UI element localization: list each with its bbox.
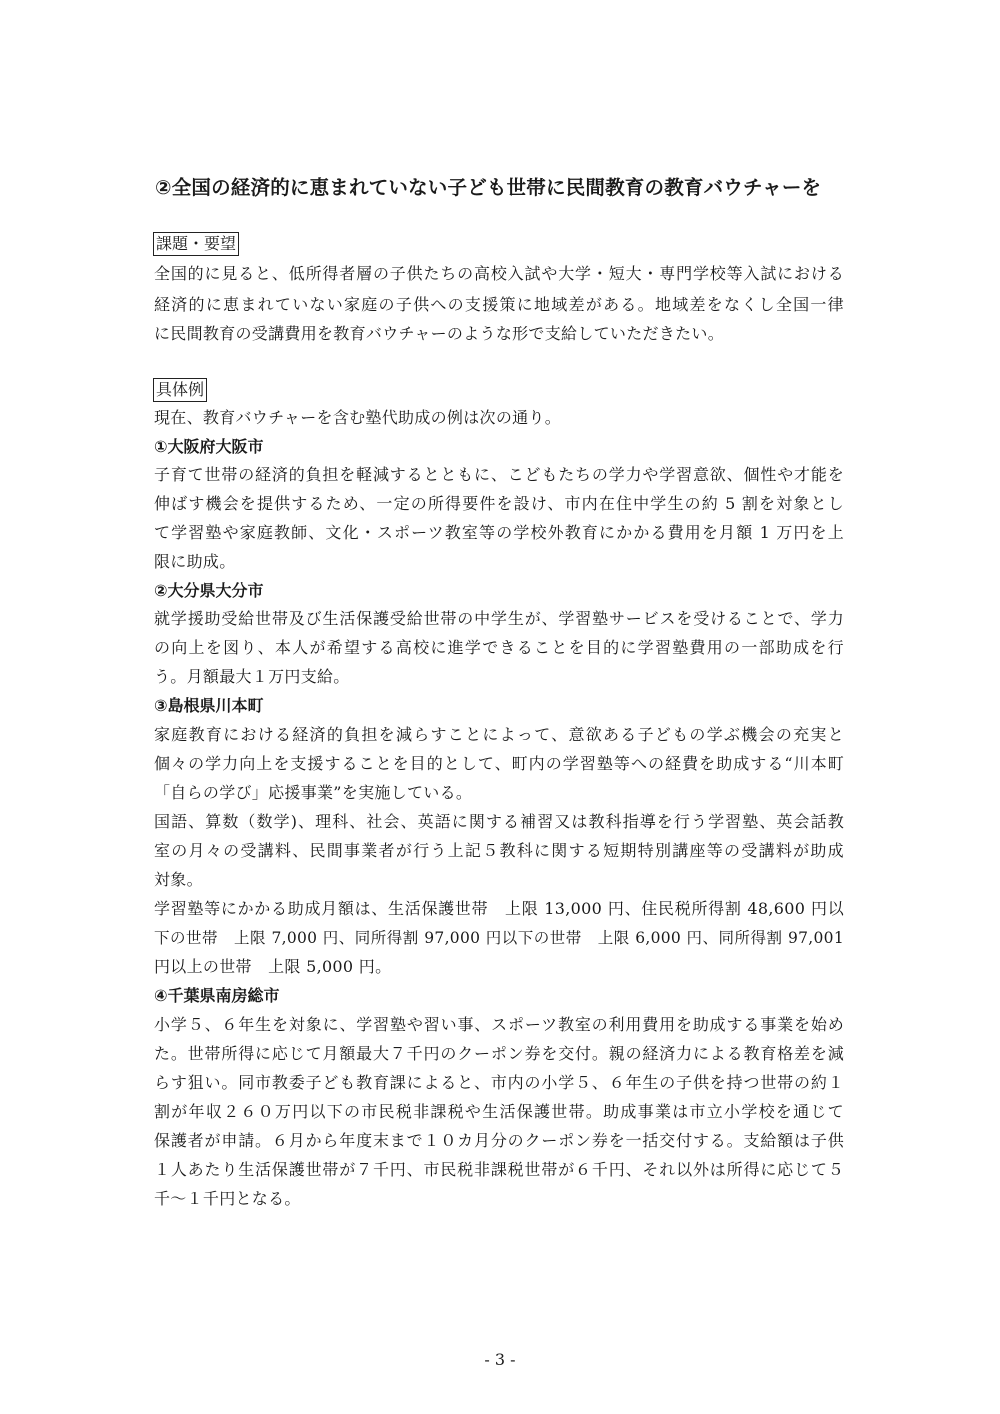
example-line: 対象。 [154,870,203,889]
example-line: １人あたり生活保護世帯が７千円、市民税非課税世帯が６千円、それ以外は所得に応じて５ [154,1160,844,1179]
example-line: 子育て世帯の経済的負担を軽減するとともに、こどもたちの学力や学習意欲、個性や才能を [154,465,844,484]
example-heading-oita: ②大分県大分市 [154,581,264,600]
example-line: 「自らの学び」応援事業”を実施している。 [154,783,473,802]
examples-intro: 現在、教育バウチャーを含む塾代助成の例は次の通り。 [154,408,562,427]
example-line: 小学５、６年生を対象に、学習塾や習い事、スポーツ教室の利用費用を助成する事業を始め [154,1015,844,1034]
example-line: 伸ばす機会を提供するため、一定の所得要件を設け、市内在住中学生の約 5 割を対象とし [154,494,844,513]
example-line: た。世帯所得に応じて月額最大７千円のクーポン券を交付。親の経済力による教育格差を減 [154,1044,844,1063]
example-line: う。月額最大１万円支給。 [154,667,350,686]
issue-section-label: 課題・要望 [153,232,239,256]
example-line: て学習塾や家庭教師、文化・スポーツ教室等の学校外教育にかかる費用を月額 1 万円を上 [154,523,844,542]
example-line: 保護者が申請。６月から年度末まで１０カ月分のクーポン券を一括交付する。支給額は子供 [154,1131,844,1150]
issue-line: 経済的に恵まれていない家庭の子供への支援策に地域差がある。地域差をなくし全国一律 [154,295,844,314]
example-line: らす狙い。同市教委子ども教育課によると、市内の小学５、６年生の子供を持つ世帯の約１ [154,1073,844,1092]
document-title: ②全国の経済的に恵まれていない子ども世帯に民間教育の教育バウチャーを [155,176,822,199]
example-heading-kawamoto: ③島根県川本町 [154,696,264,715]
example-line: 家庭教育における経済的負担を減らすことによって、意欲ある子どもの学ぶ機会の充実と [154,725,844,744]
issue-line: 全国的に見ると、低所得者層の子供たちの高校入試や大学・短大・専門学校等入試における [154,264,844,283]
example-heading-osaka: ①大阪府大阪市 [154,437,264,456]
example-line: 就学援助受給世帯及び生活保護受給世帯の中学生が、学習塾サービスを受けることで、学力 [154,609,844,628]
example-line: 下の世帯 上限 7,000 円、同所得割 97,000 円以下の世帯 上限 6,000 円、同所得割 97,001 [154,929,844,947]
example-line: 千～１千円となる。 [154,1189,301,1208]
example-line: の向上を図り、本人が希望する高校に進学できることを目的に学習塾費用の一部助成を行 [154,638,844,657]
example-line: 割が年収２６０万円以下の市民税非課税や生活保護世帯。助成事業は市立小学校を通じて [154,1102,844,1121]
issue-line: に民間教育の受講費用を教育バウチャーのような形で支給していただきたい。 [154,324,725,343]
example-line: 円以上の世帯 上限 5,000 円。 [154,957,392,976]
example-line: 個々の学力向上を支援することを目的として、町内の学習塾等への経費を助成する“川本町 [154,754,844,773]
example-line: 限に助成。 [154,552,236,571]
examples-section-label: 具体例 [153,378,207,402]
example-heading-minamiboso: ④千葉県南房総市 [154,986,280,1005]
page-number: - 3 - [484,1350,516,1369]
example-line: 室の月々の受講料、民間事業者が行う上記５教科に関する短期特別講座等の受講料が助成 [154,841,844,860]
example-line: 国語、算数（数学)、理科、社会、英語に関する補習又は教科指導を行う学習塾、英会話教 [154,812,844,831]
example-line: 学習塾等にかかる助成月額は、生活保護世帯 上限 13,000 円、住民税所得割 48,600 円以 [154,899,844,918]
